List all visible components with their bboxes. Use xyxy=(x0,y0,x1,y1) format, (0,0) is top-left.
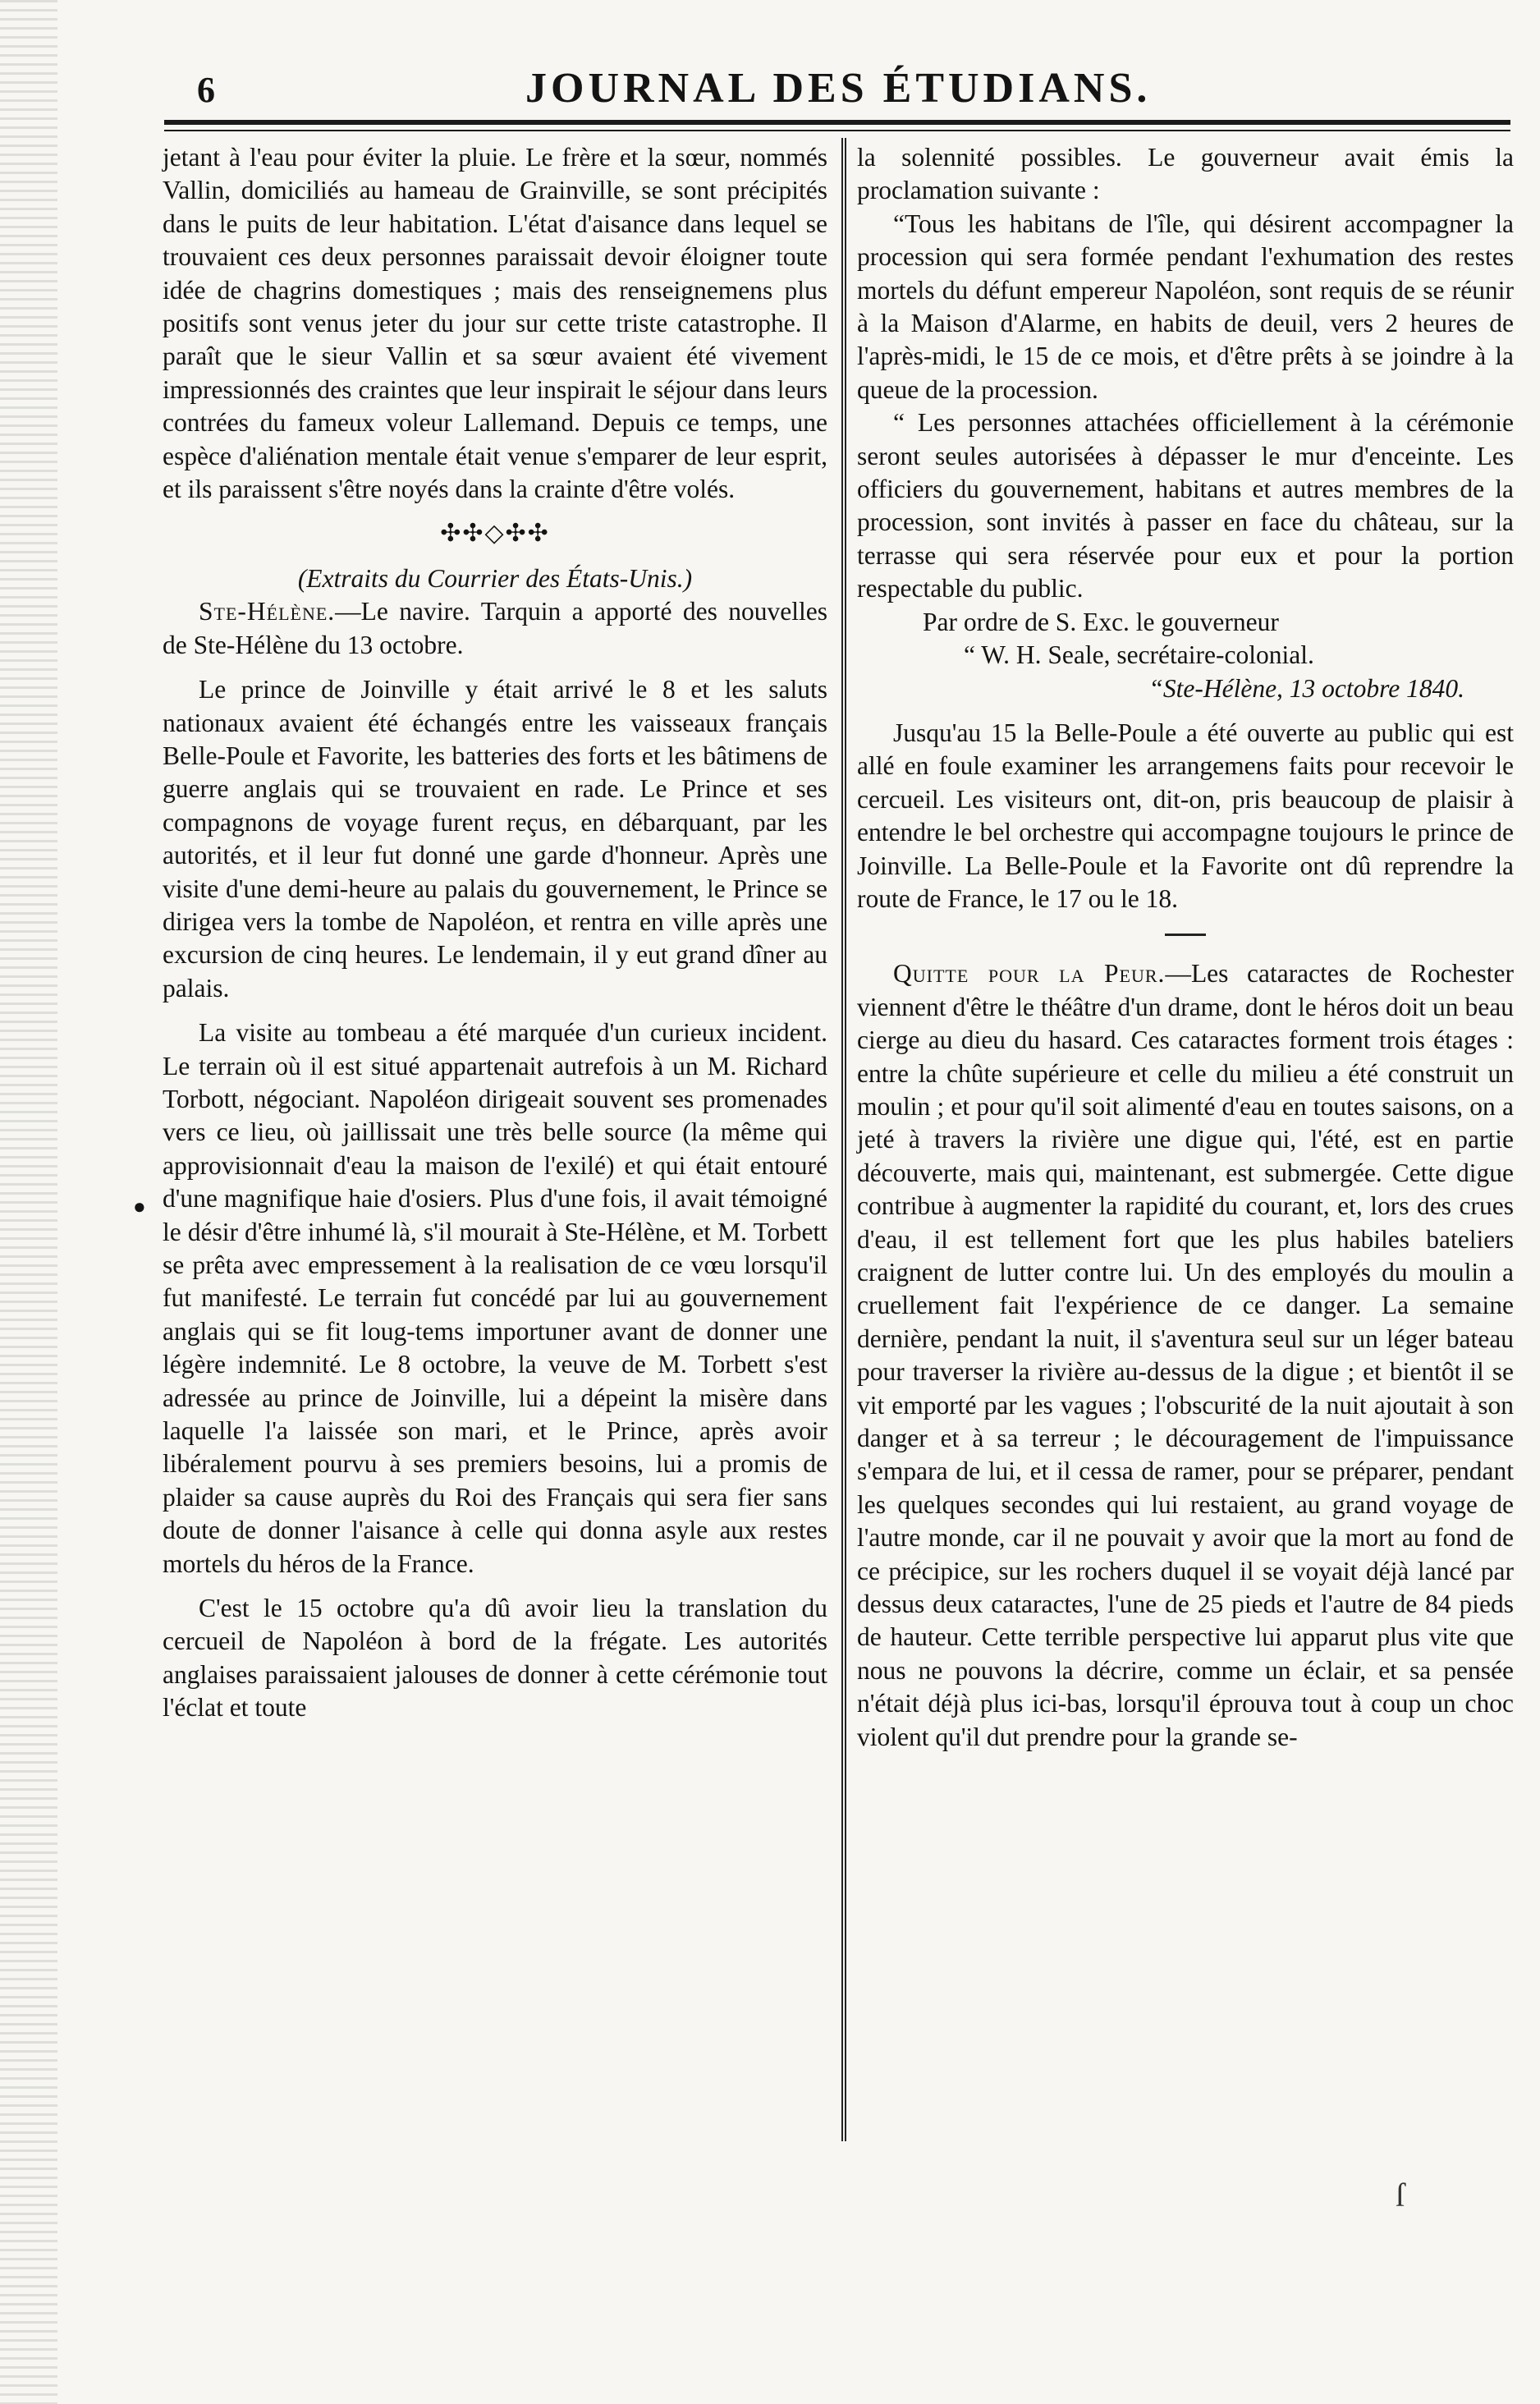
section-ornament: ✣✣◇✣✣ xyxy=(440,520,550,548)
ste-helene-heading: Ste-Hélène. xyxy=(199,597,336,626)
translation-paragraph: C'est le 15 octobre qu'a dû avoir lieu la translation du cercueil de Napoléon à bord de la frégate. Les autorités anglaises paraissaient jalouses de donner à cette cérémonie tout l'éclat et toute xyxy=(163,1594,827,1723)
column-divider xyxy=(841,138,846,2141)
header-rule-thick xyxy=(164,120,1510,125)
quitte-heading: Quitte pour la Peur. xyxy=(893,959,1166,989)
section-rule xyxy=(1165,934,1206,936)
ste-helene-intro-text: —Le navire. Tarquin a apporté des nouvelles de Ste-Hélène du 13 octobre. xyxy=(163,597,827,659)
corner-mark: ſ xyxy=(1396,2177,1405,2214)
journal-title: JOURNAL DES ÉTUDIANS. xyxy=(525,65,1152,112)
proclamation-paragraph-2: “ Les personnes attachées officiellement à la cérémonie seront seules autorisées à dépasser le mur d'enceinte. Les officiers du gouvernement, habitans et autres membres de la procession, sont invités à passer en face du château, sur la terrasse qui sera réservée pour eux et pour la portion respectable du public. xyxy=(857,408,1514,603)
header-rule-thin xyxy=(164,130,1510,131)
signature-order: Par ordre de S. Exc. le gouverneur xyxy=(923,607,1279,636)
page-header xyxy=(197,64,1494,113)
tomb-visit-paragraph: La visite au tombeau a été marquée d'un curieux incident. Le terrain où il est situé appartenait autrefois à un M. Richard Torbott, négociant. Napoléon dirigeait souvent ses promenades vers ce lieu, où jaillissait une très belle source (la même qui approvisionnait d'eau la maison de l'exilé) et qui était entouré d'une magnifique haie d'osiers. Plus d'une fois, il avait témoigné le désir d'être inhumé là, s'il mourait à Ste-Hélène, et M. Torbett se prêta avec empressement à la realisation de ce vœu lorsqu'il fut manifesté. Le terrain fut concédé par lui au gouvernement anglais qui se fit loug-tems importuner avant de donner une légère indemnité. Le 8 octobre, la veuve de M. Torbett s'est adressée au prince de Joinville, lui a dépeint la misère dans laquelle l'a laissée son mari, et le Prince, après avoir libéralement pourvu à ses premiers besoins, lui a promis de plaider sa cause auprès du Roi des Français qui sera fier sans doute de donner l'aisance à celle qui donna asyle aux restes mortels du héros de la France. xyxy=(163,1018,827,1578)
belle-poule-paragraph: Jusqu'au 15 la Belle-Poule a été ouverte au public qui est allé en foule examiner les arrangemens faits pour recevoir le cercueil. Les visiteurs ont, dit-on, pris beaucoup de plaisir à entendre le bel orchestre qui accompagne toujours le prince de Joinville. La Belle-Poule et la Favorite ont dû reprendre la route de France, le 17 ou le 18. xyxy=(857,718,1514,913)
page-edge-shadow xyxy=(0,0,57,2404)
joinville-arrival-paragraph: Le prince de Joinville y était arrivé le 8 et les saluts nationaux avaient été échangés entre les vaisseaux français Belle-Poule et Favorite, les batteries des forts et les bâtimens de guerre anglais qui se trouvaient en rade. Le Prince et ses compagnons de voyage furent reçus, en débarquant, par les autorités, et il leur fut donné une garde d'honneur. Après une visite d'une demi-heure au palais du gouvernement, le Prince se dirigea vers la tombe de Napoléon, et rentra en ville après une excursion de cinq heures. Le lendemain, il y eut grand dîner au palais. xyxy=(163,675,827,1002)
ste-helene-intro xyxy=(163,595,827,662)
solennite-paragraph: la solennité possibles. Le gouverneur avait émis la proclamation suivante : xyxy=(857,143,1514,205)
source-line: (Extraits du Courrier des États-Unis.) xyxy=(297,563,693,593)
signature-date: “Ste-Hélène, 13 octobre 1840. xyxy=(1148,673,1464,703)
margin-mark: ● xyxy=(133,1195,146,1218)
proclamation-paragraph-1: “Tous les habitans de l'île, qui désirent accompagner la procession qui sera formée pendant l'exhumation des restes mortels du défunt empereur Napoléon, sont requis de se réunir à la Maison d'Alarme, en habits de deuil, vers 2 heures de l'après-midi, le 15 de ce mois, et d'être prêts à se joindre à la queue de la procession. xyxy=(857,209,1514,404)
quitte-text: —Les cataractes de Rochester viennent d'être le théâtre d'un drame, dont le héros doit un beau cierge au dieu du hasard. Ces cataractes forment trois étages : entre la chûte supérieure et celle du milieu a été construit un moulin ; et pour qu'il soit alimenté d'eau en toutes saisons, on a jeté à travers la rivière une digue qui, l'été, est en partie découverte, mais qui, maintenant, est submergée. Cette digue contribue à augmenter la rapidité du courant, et, lors des crues d'eau, il est tellement fort que les plus habiles bateliers craignent de lutter contre lui. Un des employés du moulin a cruellement fait l'expérience de ce danger. La semaine dernière, pendant la nuit, il s'aventura seul sur un léger bateau pour traverser la rivière au-dessus de la digue ; et bientôt il se vit emporté par les vagues ; l'obscurité de la nuit ajoutait à son danger et à sa terreur ; le découragement de l'impuissance s'empara de lui, et il cessa de ramer, pour se préparer, pendant les quelques secondes qui lui restaient, au grand voyage de l'autre monde, car il ne pouvait y avoir que la mort au fond de ce précipice, sur les rochers duquel il se voyait déjà lancé par dessus deux cataractes, l'une de 25 pieds et l'autre de 84 pieds de hauteur. Cette terrible perspective lui apparut plus vite que nous ne pouvons la décrire, comme un éclair, et sa pensée n'était déjà plus ici-bas, lorsqu'il éprouva tout à coup un choc violent qu'il dut prendre pour la grande se- xyxy=(857,959,1514,1751)
right-column xyxy=(857,141,1514,1754)
signature-name: “ W. H. Seale, secrétaire-colonial. xyxy=(964,640,1314,670)
quitte-pour-la-peur-paragraph xyxy=(857,957,1514,1754)
article-vallin-paragraph: jetant à l'eau pour éviter la pluie. Le frère et la sœur, nommés Vallin, domiciliés au hameau de Grainville, se sont précipités dans le puits de leur habitation. L'état d'aisance dans lequel se trouvaient ces deux personnes paraissait devoir éloigner toute idée de chagrins domestiques ; mais des renseignemens plus positifs sont venus jeter du jour sur cette triste catastrophe. Il paraît que le sieur Vallin et sa sœur avaient été vivement impressionnés des craintes que leur inspirait le séjour dans leurs contrées du fameux voleur Lallemand. Depuis ce temps, une espèce d'aliénation mentale était venue s'emparer de leur esprit, et ils paraissent s'être noyés dans la crainte d'être volés. xyxy=(163,143,827,504)
page-number: 6 xyxy=(197,70,215,110)
left-column xyxy=(163,141,827,1725)
